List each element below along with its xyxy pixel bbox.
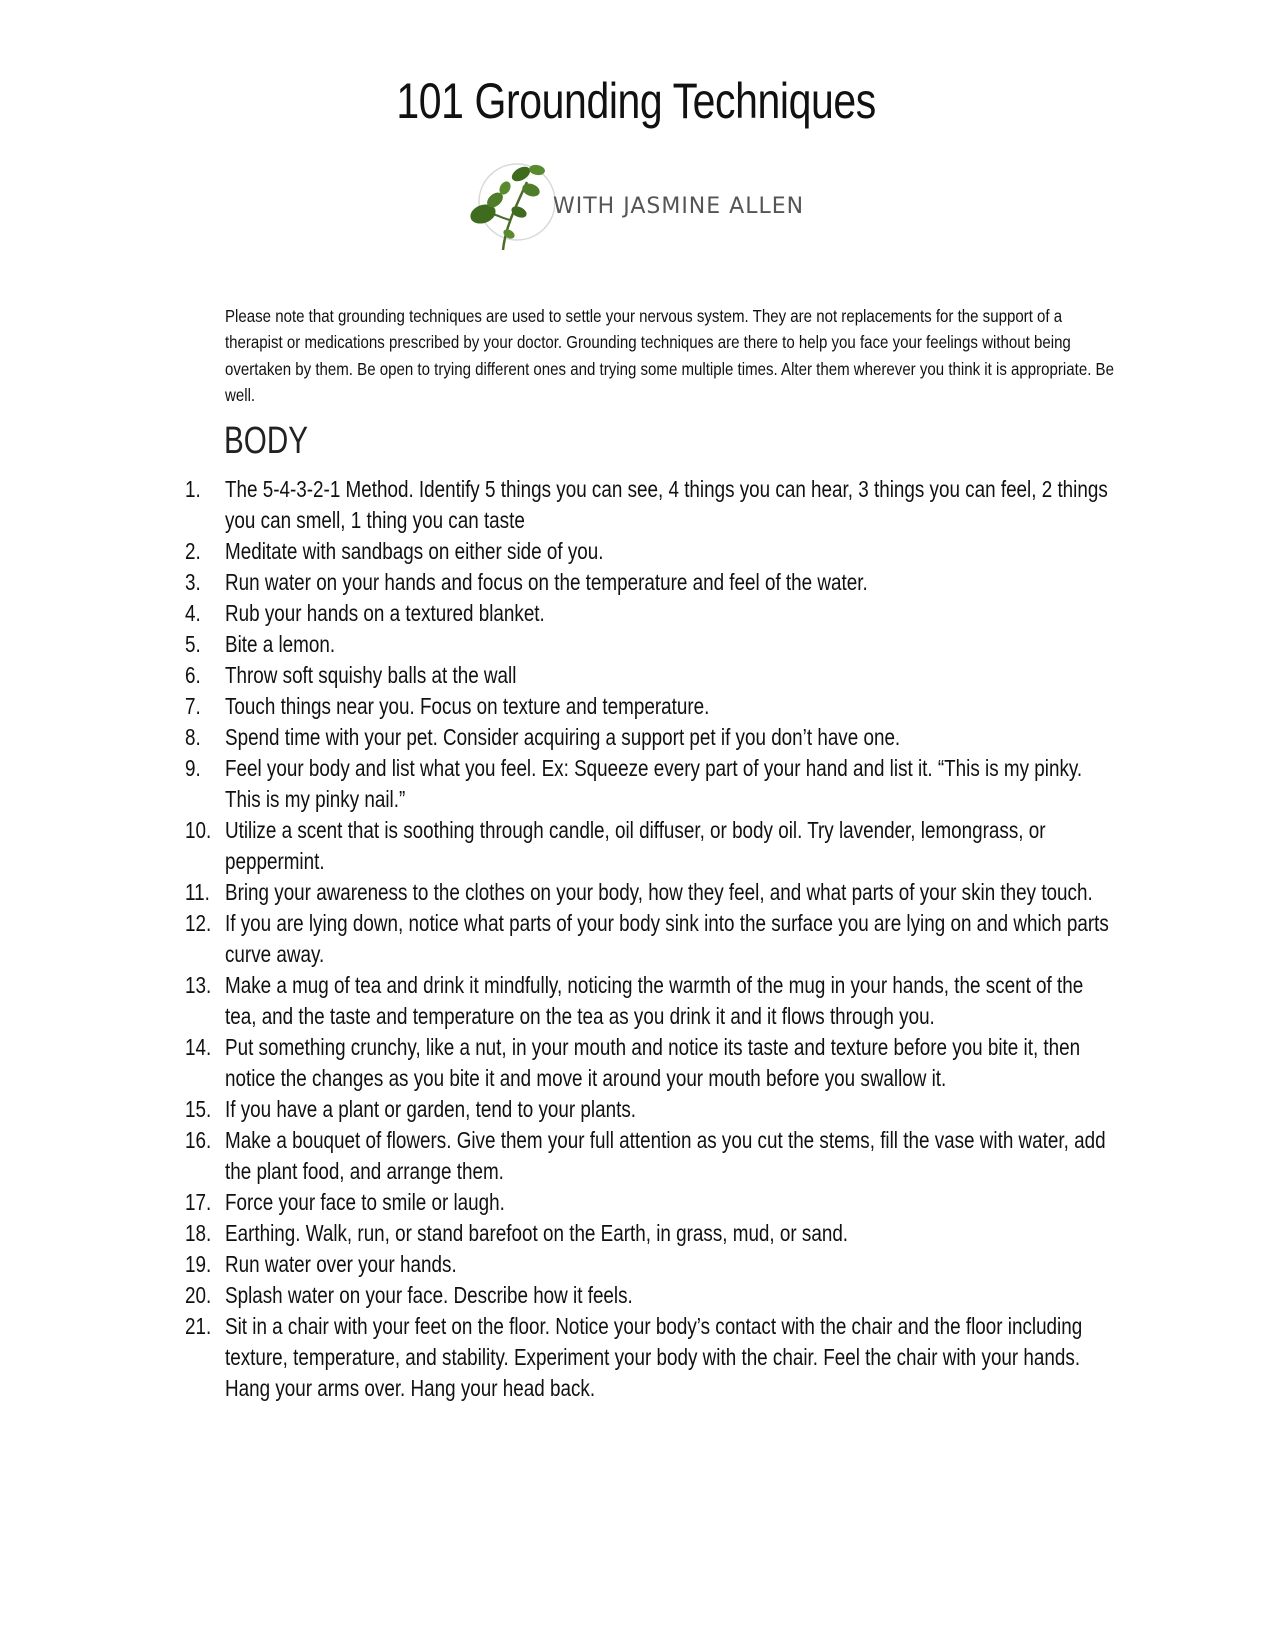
list-item bbox=[185, 908, 1225, 970]
item-text: Touch things near you. Focus on texture and temperature. bbox=[225, 693, 710, 719]
item-number: 18. bbox=[185, 1220, 212, 1246]
list-item bbox=[185, 1032, 1225, 1094]
item-number: 5. bbox=[185, 631, 201, 657]
list-item bbox=[185, 1187, 1225, 1218]
item-number: 7. bbox=[185, 693, 201, 719]
item-number: 13. bbox=[185, 972, 212, 998]
leaf-branch-icon bbox=[465, 160, 555, 254]
list-item bbox=[185, 598, 1225, 629]
list-item bbox=[185, 753, 1225, 815]
logo bbox=[465, 160, 805, 254]
item-text: Force your face to smile or laugh. bbox=[225, 1189, 505, 1215]
item-text: The 5-4-3-2-1 Method. Identify 5 things you can see, 4 things you can hear, 3 things you can feel, 2 things you can smell, 1 thing you can taste bbox=[225, 476, 1108, 533]
list-item bbox=[185, 877, 1225, 908]
item-text: Make a bouquet of flowers. Give them your full attention as you cut the stems, fill the vase with water, add the plant food, and arrange them. bbox=[225, 1127, 1106, 1184]
item-number: 6. bbox=[185, 662, 201, 688]
item-text: Sit in a chair with your feet on the floor. Notice your body’s contact with the chair and the floor including texture, temperature, and stability. Experiment your body with the chair. Feel the chair with your hands. Hang your arms over. Hang your head back. bbox=[225, 1313, 1083, 1401]
list-item bbox=[185, 815, 1225, 877]
item-text: Bring your awareness to the clothes on your body, how they feel, and what parts of your skin they touch. bbox=[225, 879, 1093, 905]
item-number: 3. bbox=[185, 569, 201, 595]
item-text: Meditate with sandbags on either side of you. bbox=[225, 538, 604, 564]
item-text: Put something crunchy, like a nut, in your mouth and notice its taste and texture before you bite it, then notice the changes as you bite it and move it around your mouth before you swallow it. bbox=[225, 1034, 1081, 1091]
item-number: 19. bbox=[185, 1251, 212, 1277]
list-item bbox=[185, 1218, 1225, 1249]
item-text: Utilize a scent that is soothing through candle, oil diffuser, or body oil. Try lavender, lemongrass, or peppermint. bbox=[225, 817, 1046, 874]
item-text: Bite a lemon. bbox=[225, 631, 336, 657]
intro-paragraph: Please note that grounding techniques are used to settle your nervous system. They are not replacements for the support of a therapist or medications prescribed by your doctor. Grounding techniques are there to help you face your feelings without being overtaken by them. Be open to trying different ones and trying some multiple times. Alter them wherever you think it is appropriate. Be well. bbox=[225, 305, 1114, 405]
item-number: 8. bbox=[185, 724, 201, 750]
item-text: Feel your body and list what you feel. Ex: Squeeze every part of your hand and list it. “This is my pinky. This is my pinky nail.” bbox=[225, 755, 1083, 812]
item-text: Splash water on your face. Describe how it feels. bbox=[225, 1282, 633, 1308]
item-number: 14. bbox=[185, 1034, 212, 1060]
list-item bbox=[185, 1280, 1225, 1311]
item-number: 20. bbox=[185, 1282, 212, 1308]
item-text: If you have a plant or garden, tend to your plants. bbox=[225, 1096, 636, 1122]
item-text: Earthing. Walk, run, or stand barefoot on the Earth, in grass, mud, or sand. bbox=[225, 1220, 849, 1246]
item-number: 15. bbox=[185, 1096, 212, 1122]
list-item bbox=[185, 1094, 1225, 1125]
logo-text: WITH JASMINE ALLEN bbox=[553, 194, 805, 219]
list-item bbox=[185, 536, 1225, 567]
list-item bbox=[185, 970, 1225, 1032]
list-item bbox=[185, 1125, 1225, 1187]
item-number: 9. bbox=[185, 755, 201, 781]
item-number: 17. bbox=[185, 1189, 212, 1215]
item-number: 4. bbox=[185, 600, 201, 626]
item-number: 1. bbox=[185, 476, 201, 502]
list-item bbox=[185, 474, 1225, 536]
list-item bbox=[185, 629, 1225, 660]
item-number: 16. bbox=[185, 1127, 212, 1153]
list-item bbox=[185, 660, 1225, 691]
item-text: Make a mug of tea and drink it mindfully, noticing the warmth of the mug in your hands, the scent of the tea, and the taste and temperature on the tea as you drink it and it flows through you. bbox=[225, 972, 1084, 1029]
list-item bbox=[185, 1311, 1225, 1404]
list-item bbox=[185, 567, 1225, 598]
item-text: Throw soft squishy balls at the wall bbox=[225, 662, 517, 688]
list-item bbox=[185, 691, 1225, 722]
item-number: 2. bbox=[185, 538, 201, 564]
item-number: 21. bbox=[185, 1313, 212, 1339]
item-number: 12. bbox=[185, 910, 212, 936]
item-number: 11. bbox=[185, 879, 210, 905]
list-item bbox=[185, 722, 1225, 753]
item-text: Run water over your hands. bbox=[225, 1251, 457, 1277]
list-item bbox=[185, 1249, 1225, 1280]
item-text: Rub your hands on a textured blanket. bbox=[225, 600, 545, 626]
item-number: 10. bbox=[185, 817, 212, 843]
page-title: 101 Grounding Techniques bbox=[396, 73, 876, 129]
section-heading-body: BODY bbox=[224, 420, 309, 462]
item-text: If you are lying down, notice what parts of your body sink into the surface you are lying on and which parts curve away. bbox=[225, 910, 1109, 967]
item-text: Run water on your hands and focus on the temperature and feel of the water. bbox=[225, 569, 868, 595]
techniques-list bbox=[185, 474, 1225, 1404]
item-text: Spend time with your pet. Consider acquiring a support pet if you don’t have one. bbox=[225, 724, 901, 750]
